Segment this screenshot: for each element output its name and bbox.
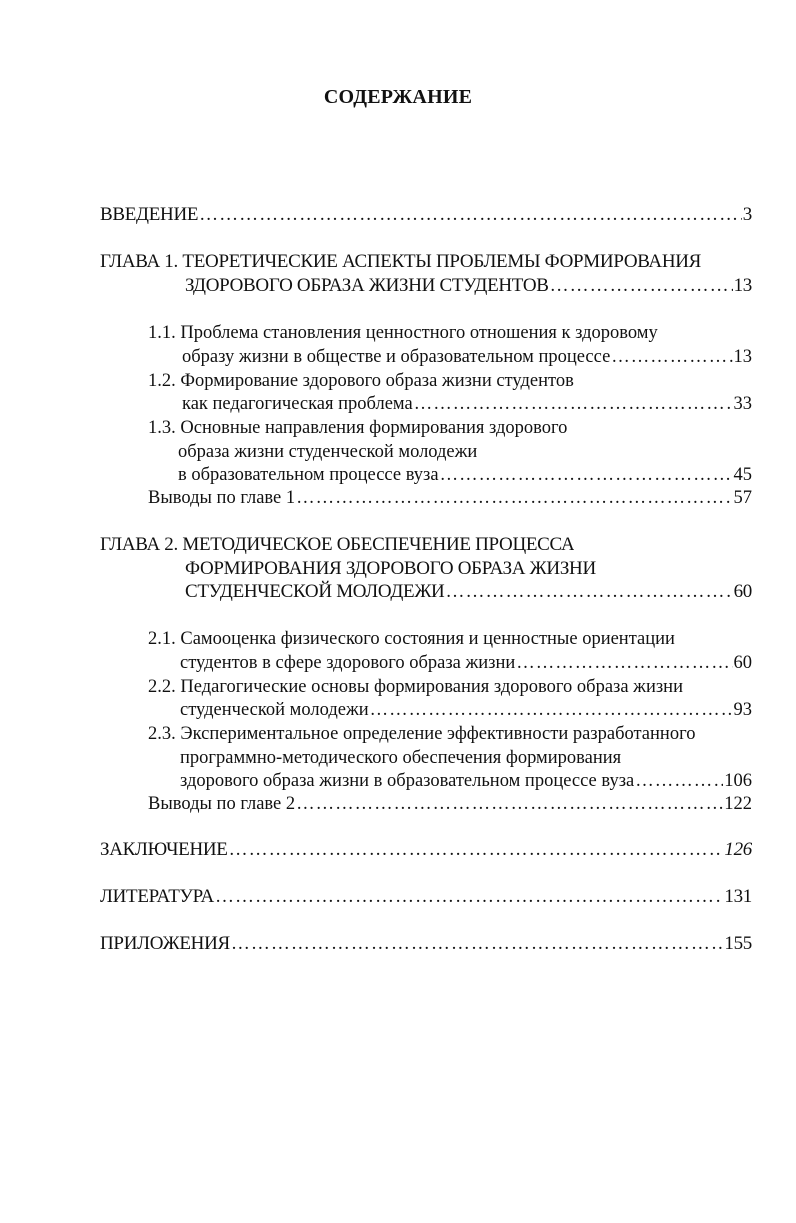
section-2-1-line-1: 2.1. Самооценка физического состояния и ценностные ориентации <box>148 629 675 649</box>
entry-page-number: 33 <box>733 394 752 414</box>
chapter-2-heading-line-2: ФОРМИРОВАНИЯ ЗДОРОВОГО ОБРАЗА ЖИЗНИ <box>185 558 596 579</box>
entry-page-number: 106 <box>724 771 752 791</box>
dot-leader <box>215 885 723 909</box>
entry-text: ЛИТЕРАТУРА <box>100 886 214 907</box>
dot-leader <box>296 486 732 510</box>
page-title: СОДЕРЖАНИЕ <box>323 86 473 108</box>
dot-leader <box>199 203 742 227</box>
entry-text: Выводы по главе 2 <box>148 794 296 814</box>
toc-entry-chapter-2-conclusions <box>148 792 752 816</box>
dot-leader <box>516 651 732 675</box>
entry-text: здорового образа жизни в образовательном процессе вуза <box>180 771 635 791</box>
entry-text: СТУДЕНЧЕСКОЙ МОЛОДЕЖИ <box>185 581 445 602</box>
entry-page-number: 60 <box>733 653 752 673</box>
entry-text: ЗДОРОВОГО ОБРАЗА ЖИЗНИ СТУДЕНТОВ <box>185 275 549 296</box>
toc-entry-literature <box>100 885 752 909</box>
toc-entry-section-1-3 <box>178 463 752 487</box>
dot-leader <box>414 392 733 416</box>
section-1-1-line-1: 1.1. Проблема становления ценностного отношения к здоровому <box>148 323 658 343</box>
toc-entry-conclusion <box>100 838 752 862</box>
entry-page-number: 60 <box>733 581 752 602</box>
entry-text: ВВЕДЕНИЕ <box>100 204 199 225</box>
chapter-2-heading-line-1: ГЛАВА 2. МЕТОДИЧЕСКОЕ ОБЕСПЕЧЕНИЕ ПРОЦЕССА <box>100 534 575 555</box>
section-1-2-line-1: 1.2. Формирование здорового образа жизни студентов <box>148 371 574 391</box>
toc-entry-appendices <box>100 932 752 956</box>
entry-text: студентов в сфере здорового образа жизни <box>180 653 516 673</box>
dot-leader <box>370 698 733 722</box>
entry-page-number: 155 <box>724 933 752 954</box>
section-1-3-line-1: 1.3. Основные направления формирования здорового <box>148 418 568 438</box>
entry-text: студенческой молодежи <box>180 700 369 720</box>
toc-entry-section-2-3 <box>180 769 752 793</box>
toc-entry-introduction <box>100 203 752 227</box>
toc-entry-section-2-2 <box>180 698 752 722</box>
toc-entry-chapter-1 <box>185 274 752 298</box>
section-2-2-line-1: 2.2. Педагогические основы формирования здорового образа жизни <box>148 677 683 697</box>
entry-text: ПРИЛОЖЕНИЯ <box>100 933 230 954</box>
entry-page-number: 93 <box>733 700 752 720</box>
toc-entry-chapter-1-conclusions <box>148 486 752 510</box>
section-2-3-line-1: 2.3. Экспериментальное определение эффективности разработанного <box>148 724 696 744</box>
dot-leader <box>296 792 723 816</box>
toc-entry-chapter-2 <box>185 580 752 604</box>
entry-page-number: 126 <box>724 839 752 860</box>
dot-leader <box>229 838 724 862</box>
chapter-1-heading-line-1: ГЛАВА 1. ТЕОРЕТИЧЕСКИЕ АСПЕКТЫ ПРОБЛЕМЫ ФОРМИРОВАНИЯ <box>100 251 702 272</box>
dot-leader <box>440 463 733 487</box>
entry-text: в образовательном процессе вуза <box>178 465 439 485</box>
entry-text: образу жизни в обществе и образовательном процессе <box>182 347 611 367</box>
entry-page-number: 3 <box>742 204 752 225</box>
entry-page-number: 13 <box>733 347 752 367</box>
section-1-3-line-2: образа жизни студенческой молодежи <box>178 442 478 462</box>
dot-leader <box>231 932 724 956</box>
dot-leader <box>445 580 732 604</box>
entry-page-number: 13 <box>733 275 752 296</box>
entry-page-number: 57 <box>733 488 752 508</box>
section-2-3-line-2: программно-методического обеспечения формирования <box>180 748 622 768</box>
dot-leader <box>550 274 733 298</box>
entry-text: ЗАКЛЮЧЕНИЕ <box>100 839 228 860</box>
toc-entry-section-2-1 <box>180 651 752 675</box>
dot-leader <box>635 769 723 793</box>
dot-leader <box>611 345 732 369</box>
entry-text: как педагогическая проблема <box>182 394 413 414</box>
entry-text: Выводы по главе 1 <box>148 488 296 508</box>
entry-page-number: 45 <box>733 465 752 485</box>
entry-page-number: 122 <box>724 794 752 814</box>
entry-page-number: 131 <box>724 886 752 907</box>
toc-entry-section-1-2 <box>182 392 752 416</box>
toc-entry-section-1-1 <box>182 345 752 369</box>
